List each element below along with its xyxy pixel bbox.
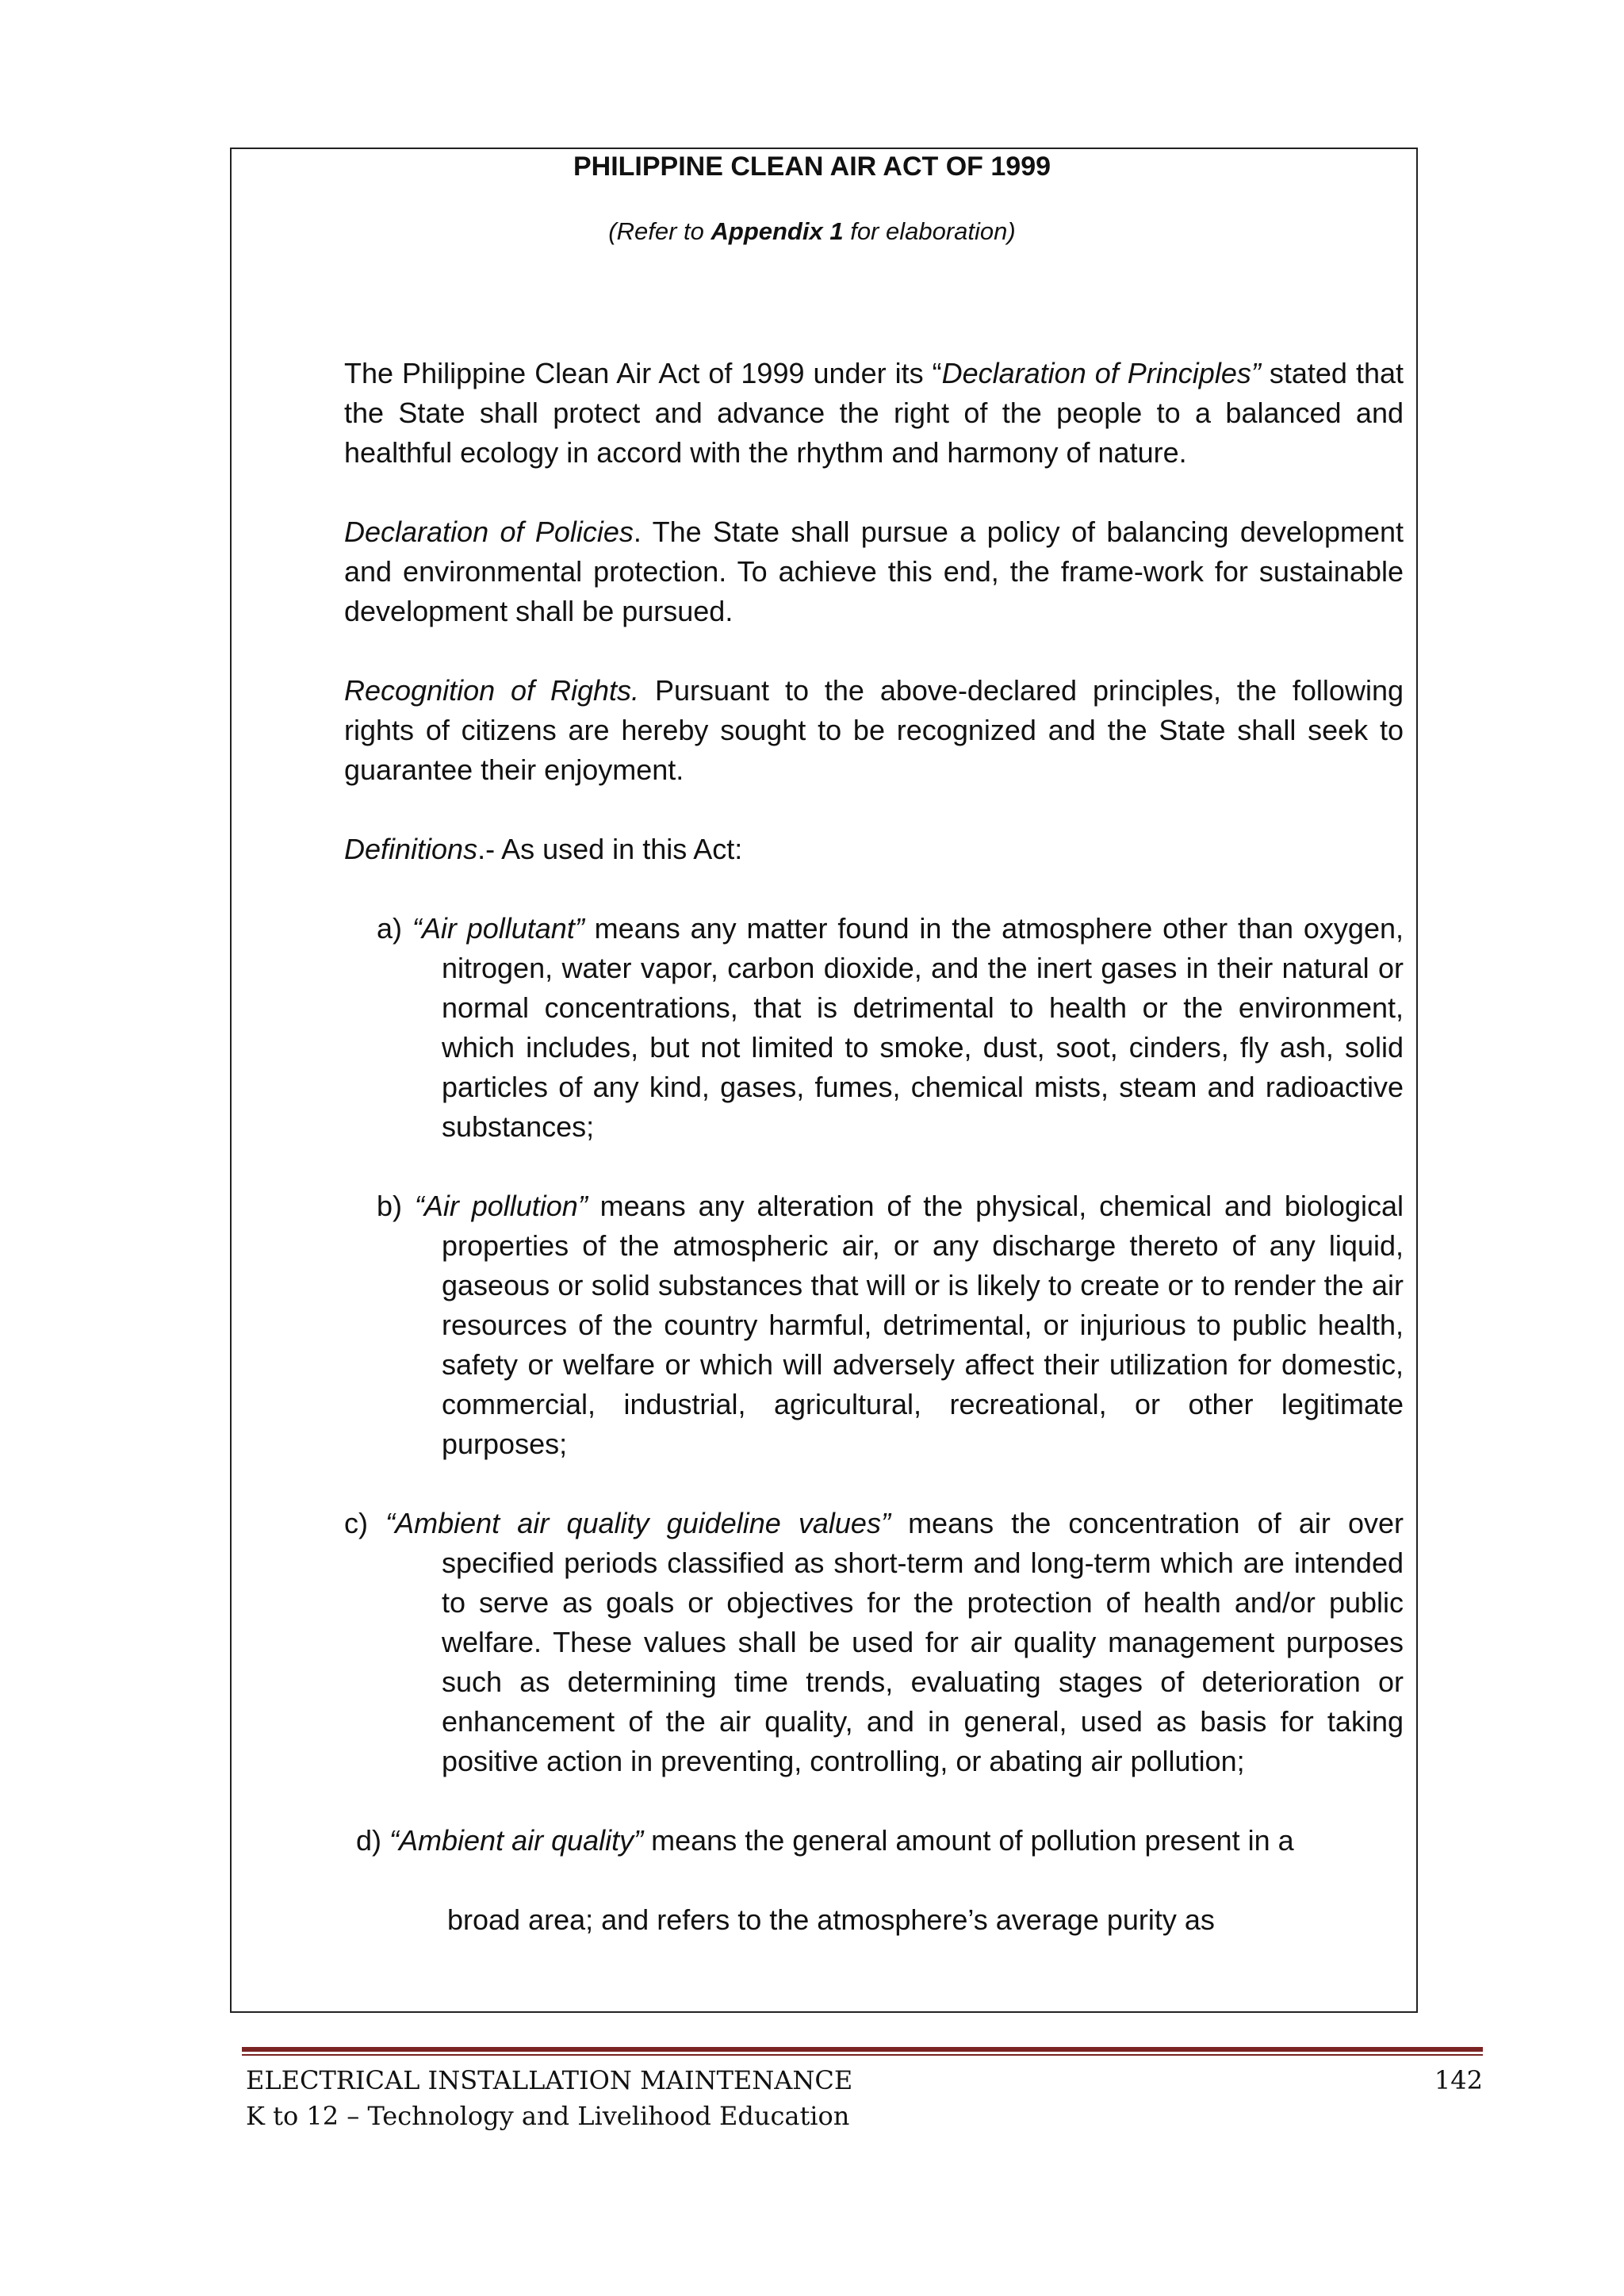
definitions-intro: Definitions.- As used in this Act: — [344, 833, 743, 865]
definition-item: b) “Air pollution” means any alteration of the physical, chemical and biological properties of the atmospheric air, or any discharge thereto of any liquid, gaseous or solid substances that will or is likely to create or to render the air resources of the country harmful, detrimental, or injurious to public health, safety or welfare or which will adversely affect their utilization for domestic, commercial, industrial, agricultural, recreational, or other legitimate purposes; — [377, 1190, 1404, 1460]
rights-paragraph: Recognition of Rights. Pursuant to the above-declared principles, the following rights of citizens are hereby sought to be recognized and the State shall seek to guarantee their enjoyment. — [344, 674, 1404, 786]
page-number: 142 — [1434, 2065, 1483, 2095]
definition-term: “Ambient air quality” — [389, 1824, 644, 1857]
definition-item: c) “Ambient air quality guideline values” means the concentration of air over specified periods classified as short-term and long-term which are intended to serve as goals or objectives for the protection of health and/or public welfare. These values shall be used for air quality management purposes such as determining time trends, evaluating stages of deterioration or enhancement of the air quality, and in general, used as basis for taking positive action in preventing, controlling, or abating air pollution; — [344, 1507, 1404, 1777]
definition-term: “Air pollutant” — [412, 912, 584, 945]
definition-term: “Air pollution” — [414, 1190, 588, 1222]
definition-term: “Ambient air quality guideline values” — [385, 1507, 891, 1539]
footer-rule — [242, 2047, 1483, 2052]
rights-heading: Recognition of Rights. — [344, 674, 640, 707]
definition-item: a) “Air pollutant” means any matter found in the atmosphere other than oxygen, nitrogen, water vapor, carbon dioxide, and the inert gases in their natural or normal concentrations, that is detrimental to health or the environment, which includes, but not limited to smoke, dust, soot, cinders, fly ash, solid particles of any kind, gases, fumes, chemical mists, steam and radioactive substances; — [377, 912, 1404, 1143]
definition-item: d) “Ambient air quality” means the general amount of pollution present in a — [356, 1824, 1294, 1857]
document-body — [344, 354, 1404, 1940]
intro-paragraph: The Philippine Clean Air Act of 1999 under its “Declaration of Principles” stated that the State shall protect and advance the right of the people to a balanced and healthful ecology in accord with the rhythm and harmony of nature. — [344, 357, 1404, 469]
definitions-heading: Definitions — [344, 833, 478, 865]
definition-continuation: broad area; and refers to the atmosphere’s average purity as — [447, 1903, 1215, 1936]
appendix-reference: (Refer to Appendix 1 for elaboration) — [608, 217, 1016, 245]
footer-rule-thin — [242, 2054, 1483, 2056]
policies-paragraph: Declaration of Policies. The State shall pursue a policy of balancing development and environmental protection. To achieve this end, the frame-work for sustainable development shall be pursued. — [344, 516, 1404, 627]
appendix-label: Appendix 1 — [710, 217, 844, 245]
footer-program-title: K to 12 – Technology and Livelihood Education — [246, 2101, 850, 2131]
footer-course-title: ELECTRICAL INSTALLATION MAINTENANCE — [246, 2065, 853, 2095]
page-title: PHILIPPINE CLEAN AIR ACT OF 1999 — [573, 151, 1051, 182]
policies-heading: Declaration of Policies — [344, 516, 634, 548]
